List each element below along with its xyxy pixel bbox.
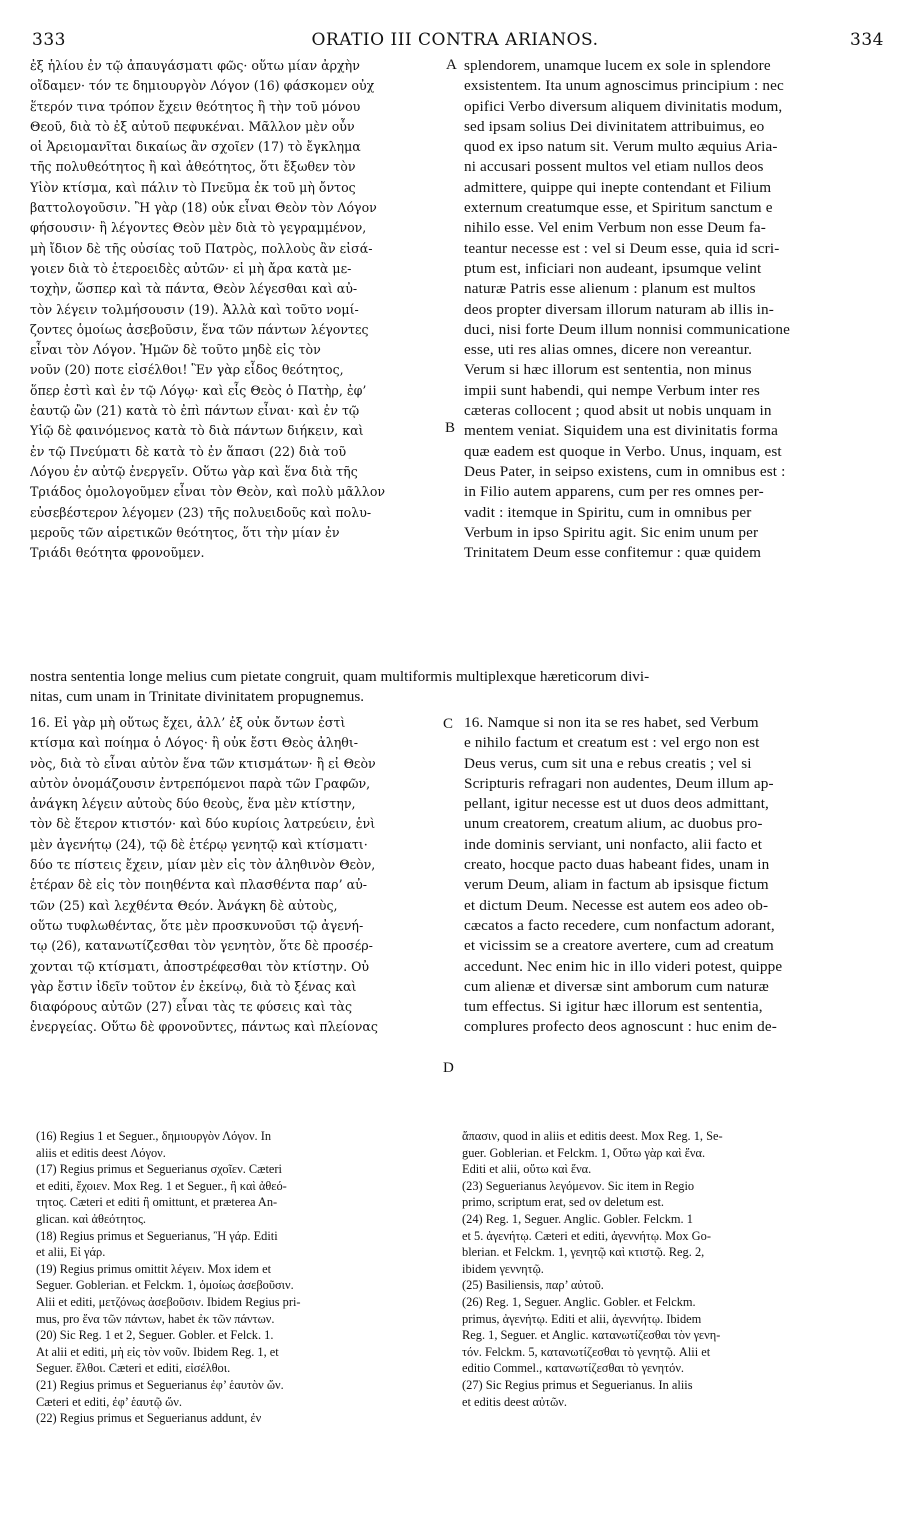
text-line: Seguer. ἔλθοι. Cæteri et editi, εἰσέλθοι. [36,1361,231,1376]
text-line: primo, scriptum erat, sed ov deletum est. [462,1195,664,1210]
latin-text-column-2 [464,713,882,1038]
text-line: ibidem γεννητῷ. [462,1261,544,1276]
text-line: Λόγου ἐν αὐτῷ ἐνεργεῖν. Οὕτω γὰρ καὶ ἕνα διὰ τῆς [30,463,358,479]
text-line: Υἱῷ δὲ φαινόμενος κατὰ τὸ διὰ πάντων διήκειν, καὶ [30,423,364,439]
text-line: At alii et editi, μὴ εἰς τὸν νοῦν. Ibidem Reg. 1, et [36,1344,279,1359]
text-line: βαττολογοῦσιν. Ἢ γὰρ (18) οὐκ εἶναι Θεὸν τὸν Λόγον [30,200,377,216]
text-line: κτίσμα καὶ ποίημα ὁ Λόγος· ἢ οὐκ ἔστι Θεὸς ἀληθι- [30,735,359,751]
text-line: Υἱὸν κτίσμα, καὶ πάλιν τὸ Πνεῦμα ἐκ τοῦ μὴ ὄντος [30,179,356,195]
text-line: et dictum Deum. Necesse est autem eos adeo ob- [464,896,769,914]
text-line: τὸν δὲ ἕτερον κτιστόν· καὶ δύο κυρίοις λατρεύειν, ἑνὶ [30,816,376,832]
text-line: μὲν ἀγενήτῳ (24), τῷ δὲ ἑτέρῳ γενητῷ καὶ κτίσματι· [30,836,368,852]
text-line: Τριάδι θεότητα φρονοῦμεν. [30,545,205,561]
text-line: mentem veniat. Siquidem una est divinitatis forma [464,422,778,440]
text-line: ἑτέραν δὲ εἰς τὸν ποιηθέντα καὶ πλασθέντα παρ’ αὐ- [30,877,367,893]
text-line: μεροῦς τῶν αἱρετικῶν θεότητος, ὅτι τὴν μίαν ἐν [30,524,340,540]
text-line: δύο τε πίστεις ἔχειν, μίαν μὲν εἰς τὸν ἀληθινὸν Θεὸν, [30,857,376,873]
footnotes-left [36,1128,448,1427]
greek-text-column-2 [30,713,454,1038]
text-line: et editi, ἔχοιεν. Mox Reg. 1 et Seguer., ἢ καὶ ἀθεό- [36,1178,287,1193]
text-line: ni accusari possent multos vel etiam nullos deos [464,158,764,176]
text-line: Reg. 1, Seguer. et Anglic. κατανωτίζεσθαι τὸν γενη- [462,1328,721,1343]
text-line: ἀνάγκη λέγειν αὐτοὺς δύο θεοὺς, ἕνα μὲν κτίστην, [30,796,356,812]
text-line: οὕτω τυφλωθέντας, ὅτε μὲν προσκυνοῦσι τῷ ἀγενή- [30,917,364,933]
text-line: (20) Sic Reg. 1 et 2, Seguer. Gobler. et Felck. 1. [36,1328,274,1343]
text-line: ζοντες ὁμοίως ἀσεβοῦσιν, ἕνα τῶν πάντων λέγοντες [30,321,369,337]
text-line: 16. Εἰ γὰρ μὴ οὕτως ἔχει, ἀλλ’ ἐξ οὐκ ὄντων ἐστὶ [30,715,346,730]
text-line: (18) Regius primus et Seguerianus, Ἢ γάρ. Editi [36,1228,278,1243]
text-line: ἐξ ἡλίου ἐν τῷ ἀπαυγάσματι φῶς· οὕτω μίαν ἀρχὴν [30,58,360,73]
text-line: Θεοῦ, διὰ τὸ ἐξ αὐτοῦ πεφυκέναι. Μᾶλλον μὲν οὖν [30,118,355,134]
text-line: 16. Namque si non ita se res habet, sed Verbum [464,714,759,731]
page-number-right: 334 [850,30,884,50]
text-line: (16) Regius 1 et Seguer., δημιουργὸν Λόγον. In [36,1129,272,1143]
text-line: externum creatumque esse, et Spiritum sanctum e [464,199,773,217]
section-marker-a: A [446,57,457,73]
latin-continuation-line: nitas, cum unam in Trinitate divinitatem propugnemus. [30,688,365,705]
text-line: vadit : itemque in Spiritu, cum in omnibus per [464,503,752,521]
text-line: ἑαυτῷ ὢν (21) κατὰ τὸ ἐπὶ πάντων εἶναι· καὶ ἐν τῷ [30,403,360,419]
text-line: glican. καὶ ἀθεότητος. [36,1211,146,1226]
text-line: (23) Seguerianus λεγόμενον. Sic item in Regio [462,1178,695,1193]
text-line: τῆς πολυθεότητος ἢ καὶ ἀθεότητος, ὅτι ἔξωθεν τὸν [30,159,356,175]
text-line: (19) Regius primus omittit λέγειν. Mox idem et [36,1261,272,1276]
text-line: Deus verus, cum sit una e rebus creatis ; vel si [464,754,752,772]
text-line: ἐν τῷ Πνεύματι δὲ κατὰ τὸ ἐν ἅπασι (22) διὰ τοῦ [30,443,347,459]
text-line: γοιεν διὰ τὸ ἑτεροειδὲς αὐτῶν· εἰ μὴ ἄρα κατὰ με- [30,260,352,276]
text-line: τῳ (26), κατανωτίζεσθαι τὸν γενητὸν, ὅτε δὲ προσέρ- [30,938,373,954]
text-line: creato, hocque pacto duas habeant fides, unam in [464,856,770,874]
text-line: esse, uti res alias omnes, dicere non vereantur. [464,341,753,359]
text-line: (26) Reg. 1, Seguer. Anglic. Gobler. et Felckm. [462,1294,696,1309]
text-line: aliis et editis deest Λόγον. [36,1145,166,1160]
text-line: teantur necesse est : vel si Deum esse, quia id scri- [464,239,780,257]
text-line: Seguer. Goblerian. et Felckm. 1, ὁμοίως ἀσεβοῦσιν. [36,1278,294,1293]
text-line: Trinitatem Deum esse confitemur : quæ quidem [464,544,762,562]
text-line: mus, pro ἕνα τῶν πάντων, habet ἐκ τῶν πάντων. [36,1311,275,1326]
text-line: quod ex ipso natum sit. Verum multo æquius Aria- [464,138,778,156]
text-line: τητος. Cæteri et editi ἢ omittunt, et præterea An- [36,1195,278,1210]
text-line: inde dominis serviant, uni nonfacto, alii facto et [464,835,763,853]
page-number-left: 333 [32,30,66,50]
page-header [24,30,886,54]
text-line: (17) Regius primus et Seguerianus σχοῖεν. Cæteri [36,1162,282,1177]
text-line: Deus Pater, in seipso existens, cum in omnibus est : [464,462,786,480]
text-line: Verbum in ipso Spiritu agit. Sic enim unum per [464,523,759,541]
text-line: exsistentem. Ita unum agnoscimus principium : nec [464,77,784,95]
greek-text-column-1 [30,56,454,563]
text-line: cæteras collocent ; quod absit ut nobis unquam in [464,402,772,420]
text-line: ptum est, inficiari non audeant, ipsumque velint [464,259,762,277]
text-line: (27) Sic Regius primus et Seguerianus. In aliis [462,1377,693,1392]
text-line: verum Deum, aliam in factum ab ipsisque fictum [464,876,769,894]
text-line: (22) Regius primus et Seguerianus addunt, ἐν [36,1411,262,1426]
text-line: Verum si hæc illorum est sententia, non minus [464,361,752,379]
text-line: χονται τῷ κτίσματι, ἀποστρέφεσθαι τὸν κτίστην. Οὐ [30,958,370,974]
latin-text-column-1 [464,56,882,563]
text-line: quæ eadem est quoque in Verbo. Unus, inquam, est [464,442,782,460]
text-line: impii sunt habendi, qui nempe Verbum inter res [464,381,760,399]
text-line: τοχὴν, ὥσπερ καὶ τὰ πάντα, Θεὸν λέγεσθαι καὶ αὐ- [30,281,358,297]
section-marker-d: D [443,1060,454,1076]
text-line: Scripturis refragari non audentes, Deum illum ap- [464,774,774,792]
text-line: φήσουσιν· ἢ λέγοντες Θεὸν μὲν διὰ τὸ γεγραμμένον, [30,220,367,236]
text-line: εὐσεβέστερον λέγομεν (23) τῆς πολυειδοῦς καὶ πολυ- [30,504,372,520]
text-line: εἶναι τὸν Λόγον. Ἡμῶν δὲ τοῦτο μηδὲ εἰς τὸν [30,342,321,358]
text-line: οἱ Ἀρειομανῖται δικαίως ἂν σχοῖεν (17) τὸ ἔγκλημα [30,139,361,155]
text-line: (21) Regius primus et Seguerianus ἐφ’ ἑαυτὸν ὤν. [36,1377,284,1392]
text-line: e nihilo factum et creatum est : vel ergo non est [464,734,760,752]
text-line: et 5. ἀγενήτῳ. Cæteri et editi, ἀγεννήτῳ. Mox Go- [462,1228,711,1243]
text-line: νὸς, διὰ τὸ εἶναι αὐτὸν ἕνα τῶν κτισμάτων· ἢ εἰ Θεὸν [30,755,376,771]
text-line: et vicissim se a creatore avertere, cum ad creatum [464,937,774,955]
text-line: τὸν λέγειν τολμήσουσιν (19). Ἀλλὰ καὶ τοῦτο νομί- [30,301,359,317]
text-line: complures profecto deos agnoscunt : huc enim de- [464,1018,777,1036]
latin-continuation-line: nostra sententia longe melius cum pietate congruit, quam multiformis multiplexque hæreticorum divi- [30,668,650,685]
text-line: cæcatos a facto recedere, cum nonfactum adorant, [464,916,775,934]
section-marker-c: C [443,716,454,732]
text-line: primus, ἀγενήτῳ. Editi et alii, ἀγεννήτῳ. Ibidem [462,1311,702,1326]
text-line: γὰρ ἔστιν ἰδεῖν τοῦτον ἐν ἐκείνῳ, διὰ τὸ ξένας καὶ [30,978,357,994]
section-marker-b: B [445,420,456,436]
text-line: Cæteri et editi, ἐφ’ ἑαυτῷ ὤν. [36,1394,182,1409]
text-line: nihilo esse. Vel enim Verbum non esse Deum fa- [464,219,767,237]
text-line: ἕτερόν τινα τρόπον ἔχειν θεότητος ἢ τὴν τοῦ μόνου [30,98,361,114]
text-line: splendorem, unamque lucem ex sole in splendore [464,57,771,74]
footnotes-right [462,1128,882,1410]
text-line: cum alienæ et diversæ sint amborum cum naturæ [464,977,769,995]
text-line: naturæ Patris esse alienum : planum est multos [464,280,756,298]
text-line: editio Commel., κατανωτίζεσθαι τὸ γενητόν. [462,1361,685,1376]
text-line: ὅπερ ἐστὶ καὶ ἐν τῷ Λόγῳ· καὶ εἷς Θεὸς ὁ Πατὴρ, ἐφ’ [30,382,367,398]
text-line: τῶν (25) καὶ λεχθέντα Θεόν. Ἀνάγκη δὲ αὐτοὺς, [30,897,338,913]
text-line: sed ipsam solius Dei divinitatem attribuimus, eo [464,117,765,135]
text-line: (24) Reg. 1, Seguer. Anglic. Gobler. Felckm. 1 [462,1211,693,1226]
text-line: ἅπασιν, quod in aliis et editis deest. Mox Reg. 1, Se- [462,1129,723,1143]
text-line: et alii, Εἰ γάρ. [36,1245,106,1260]
text-line: Τριάδος ὁμολογοῦμεν εἶναι τὸν Θεὸν, καὶ πολὺ μᾶλλον [30,484,386,500]
text-line: in Filio autem apparens, cum per res omnes per- [464,483,764,501]
text-line: ἐνεργείας. Οὕτω δὲ φρονοῦντες, πάντως καὶ πλείονας [30,1019,378,1035]
text-line: et editis deest αὐτῶν. [462,1394,567,1409]
text-line: διαφόρους αὐτῶν (27) εἶναι τὰς τε φύσεις καὶ τὰς [30,999,353,1015]
text-line: opifici Verbo diversum aliquem divinitatis modum, [464,97,783,115]
text-line: tum effectus. Si igitur hæc illorum est sententia, [464,998,763,1016]
text-line: blerian. et Felckm. 1, γενητῷ καὶ κτιστῷ. Reg. 2, [462,1245,705,1260]
text-line: (25) Basiliensis, παρ’ αὐτοῦ. [462,1278,604,1293]
text-line: μὴ ἴδιον δὲ τῆς οὐσίας τοῦ Πατρὸς, πολλοὺς ἂν εἰσά- [30,240,373,256]
text-line: Editi et alii, οὕτω καὶ ἕνα. [462,1162,592,1177]
text-line: unum creatorem, creatum alium, ac duobus pro- [464,815,763,833]
text-line: duci, nisi forte Deum illum nonnisi communicatione [464,320,790,338]
text-line: accedunt. Nec enim hic in illo videri potest, quippe [464,957,783,975]
text-line: Alii et editi, μετζόνως ἀσεβοῦσιν. Ibidem Regius pri- [36,1294,301,1309]
text-line: guer. Goblerian. et Felckm. 1, Οὕτω γὰρ καὶ ἕνα. [462,1145,706,1160]
text-line: τόν. Felckm. 5, κατανωτίζεσθαι τὸ γενητῷ. Alii et [462,1344,711,1359]
text-line: οἴδαμεν· τόν τε δημιουργὸν Λόγον (16) φάσκομεν οὐχ [30,78,375,94]
text-line: deos propter diversam illorum naturam ab illis in- [464,300,774,318]
text-line: pellant, igitur necesse est ut duos deos admittant, [464,795,770,813]
running-title: ORATIO III CONTRA ARIANOS. [311,30,599,50]
text-line: νοῦν (20) ποτε εἰσέλθοι! Ἓν γὰρ εἶδος θεότητος, [30,362,344,378]
text-line: αὐτὸν ὀνομάζουσιν ἐντρεπόμενοι παρὰ τῶν Γραφῶν, [30,775,371,791]
text-line: admittere, quippe qui inepte contendant et Filium [464,178,772,196]
